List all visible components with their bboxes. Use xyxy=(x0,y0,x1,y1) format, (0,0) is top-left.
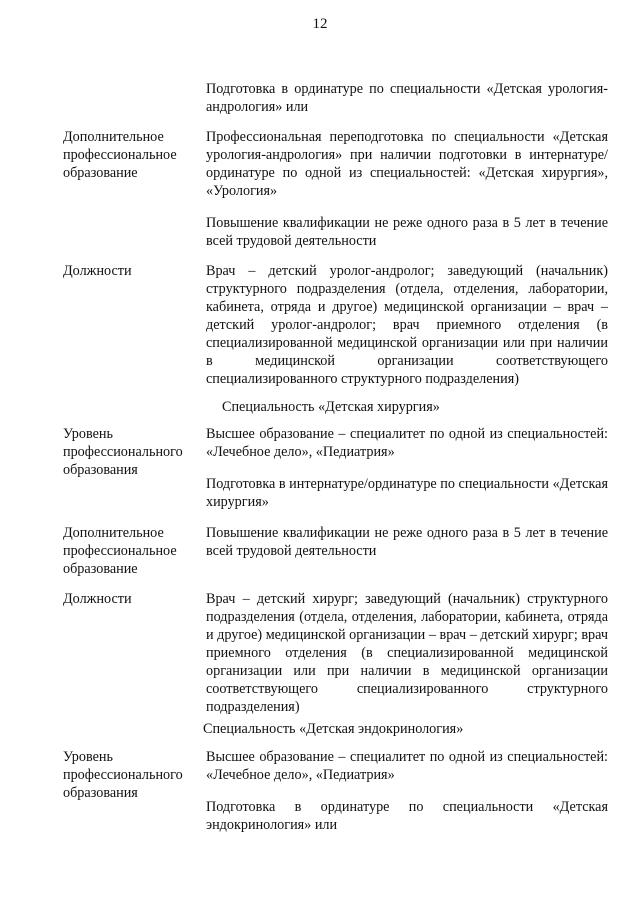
positions-text: Врач – детский хирург; заведующий (начальник) структурного подразделения (отдела, отделения, лаборатории, кабинета, отряда и другое) медицинской организации – врач – детский хирург; врач приемного отделения (в специализированной медицинской организации или при наличии в медицинской организации соответствующего специализированного структурного подразделения) xyxy=(206,591,608,715)
qualification-text: Повышение квалификации не реже одного раза в 5 лет в течение всей трудовой деятельности xyxy=(206,215,608,249)
specialty-heading-endocrinology: Специальность «Детская эндокринология» xyxy=(203,721,464,737)
education-level-text: Высшее образование – специалитет по одной из специальностей: «Лечебное дело», «Педиатрия» xyxy=(206,749,608,783)
education-level-label: Уровень профессионального образования xyxy=(63,749,183,801)
qualification-text: Повышение квалификации не реже одного раза в 5 лет в течение всей трудовой деятельности xyxy=(206,525,608,559)
positions-label: Должности xyxy=(63,263,132,279)
training-tail-text: Подготовка в ординатуре по специальности «Детская урология-андрология» или xyxy=(206,81,608,115)
education-level-label: Уровень профессионального образования xyxy=(63,426,183,478)
specialty-heading-surgery: Специальность «Детская хирургия» xyxy=(222,399,440,415)
page-number: 12 xyxy=(312,16,328,32)
retraining-text: Профессиональная переподготовка по специальности «Детская урология-андрология» при наличии подготовки в интернатуре/ординатуре по одной из специальностей: «Детская хирургия», «Урология» xyxy=(206,129,608,199)
additional-education-label: Дополнительное профессиональное образование xyxy=(63,129,177,181)
positions-text: Врач – детский уролог-андролог; заведующий (начальник) структурного подразделения (отдела, отделения, лаборатории, кабинета, отряда и другое) медицинской организации – врач – детский уролог-андролог; врач приемного отделения (в специализированной медицинской организации или при наличии в медицинской организации соответствующего специализированного структурного подразделения) xyxy=(206,263,608,387)
education-level-text: Высшее образование – специалитет по одной из специальностей: «Лечебное дело», «Педиатрия» xyxy=(206,426,608,460)
positions-label: Должности xyxy=(63,591,132,607)
training-text: Подготовка в интернатуре/ординатуре по специальности «Детская хирургия» xyxy=(206,476,608,510)
training-text: Подготовка в ординатуре по специальности «Детская эндокринология» или xyxy=(206,799,608,833)
additional-education-label: Дополнительное профессиональное образование xyxy=(63,525,177,577)
